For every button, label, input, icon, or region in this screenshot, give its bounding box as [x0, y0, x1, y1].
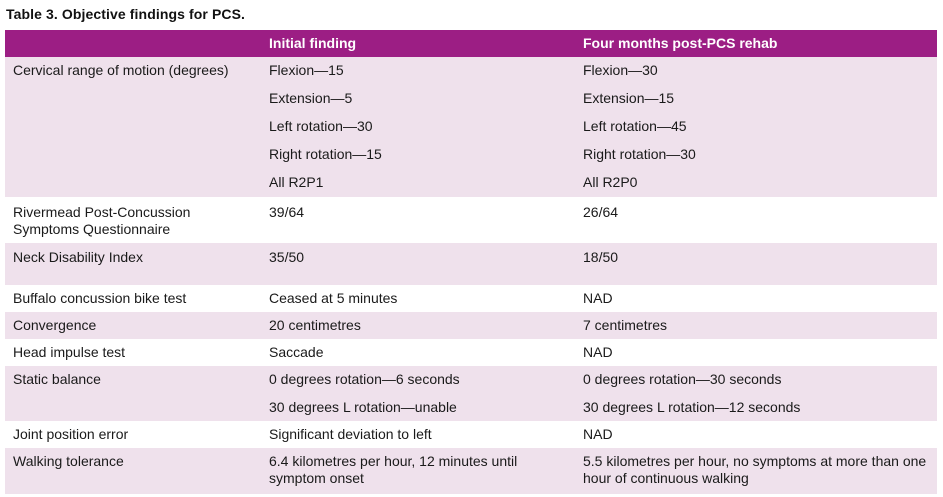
initial-cell: Saccade	[269, 344, 324, 360]
post-cell: Left rotation—45	[583, 118, 687, 134]
initial-cell: All R2P1	[269, 174, 324, 190]
post-cell: NAD	[583, 426, 613, 442]
measure-cell: Walking tolerance	[13, 453, 124, 469]
initial-cell: 20 centimetres	[269, 317, 361, 333]
table-row	[5, 243, 937, 285]
table-row	[5, 366, 937, 394]
measure-cell: Head impulse test	[13, 344, 126, 360]
table-row	[5, 339, 937, 366]
initial-cell: 30 degrees L rotation—unable	[269, 399, 457, 415]
post-cell: 0 degrees rotation—30 seconds	[583, 371, 782, 387]
initial-cell: Ceased at 5 minutes	[269, 290, 398, 306]
initial-cell: 0 degrees rotation—6 seconds	[269, 371, 460, 387]
post-cell: NAD	[583, 344, 613, 360]
header-initial-finding: Initial finding	[269, 35, 357, 51]
initial-cell: Extension—5	[269, 90, 353, 106]
initial-cell: Left rotation—30	[269, 118, 373, 134]
measure-cell: Static balance	[13, 371, 101, 387]
post-cell: 26/64	[583, 204, 619, 220]
post-cell: 30 degrees L rotation—12 seconds	[583, 399, 801, 415]
objective-findings-table	[5, 30, 937, 494]
measure-cell: Buffalo concussion bike test	[13, 290, 187, 306]
table-row	[5, 197, 937, 243]
table-row	[5, 57, 937, 85]
measure-cell: Rivermead Post-Concussion Symptoms Questionnaire	[13, 204, 191, 237]
measure-cell: Cervical range of motion (degrees)	[13, 62, 229, 78]
header-measure	[5, 30, 261, 57]
table-row	[5, 421, 937, 448]
measure-cell: Joint position error	[13, 426, 129, 442]
table-row	[5, 312, 937, 339]
initial-cell: Right rotation—15	[269, 146, 382, 162]
table-caption: Table 3. Objective findings for PCS.	[6, 6, 246, 22]
post-cell: 5.5 kilometres per hour, no symptoms at more than one hour of continuous walking	[583, 453, 927, 486]
table-row	[5, 285, 937, 312]
post-cell: 18/50	[583, 249, 619, 265]
measure-cell: Neck Disability Index	[13, 249, 143, 265]
post-cell: Extension—15	[583, 90, 675, 106]
post-cell: Flexion—30	[583, 62, 658, 78]
header-post-rehab: Four months post-PCS rehab	[583, 35, 778, 51]
post-cell: NAD	[583, 290, 613, 306]
initial-cell: 39/64	[269, 204, 305, 220]
initial-cell: 35/50	[269, 249, 305, 265]
initial-cell: Significant deviation to left	[269, 426, 432, 442]
post-cell: Right rotation—30	[583, 146, 696, 162]
measure-cell: Convergence	[13, 317, 97, 333]
table-row	[5, 448, 937, 494]
initial-cell: 6.4 kilometres per hour, 12 minutes until symptom onset	[269, 453, 518, 486]
post-cell: All R2P0	[583, 174, 638, 190]
initial-cell: Flexion—15	[269, 62, 344, 78]
table-header-row	[5, 30, 937, 57]
post-cell: 7 centimetres	[583, 317, 668, 333]
